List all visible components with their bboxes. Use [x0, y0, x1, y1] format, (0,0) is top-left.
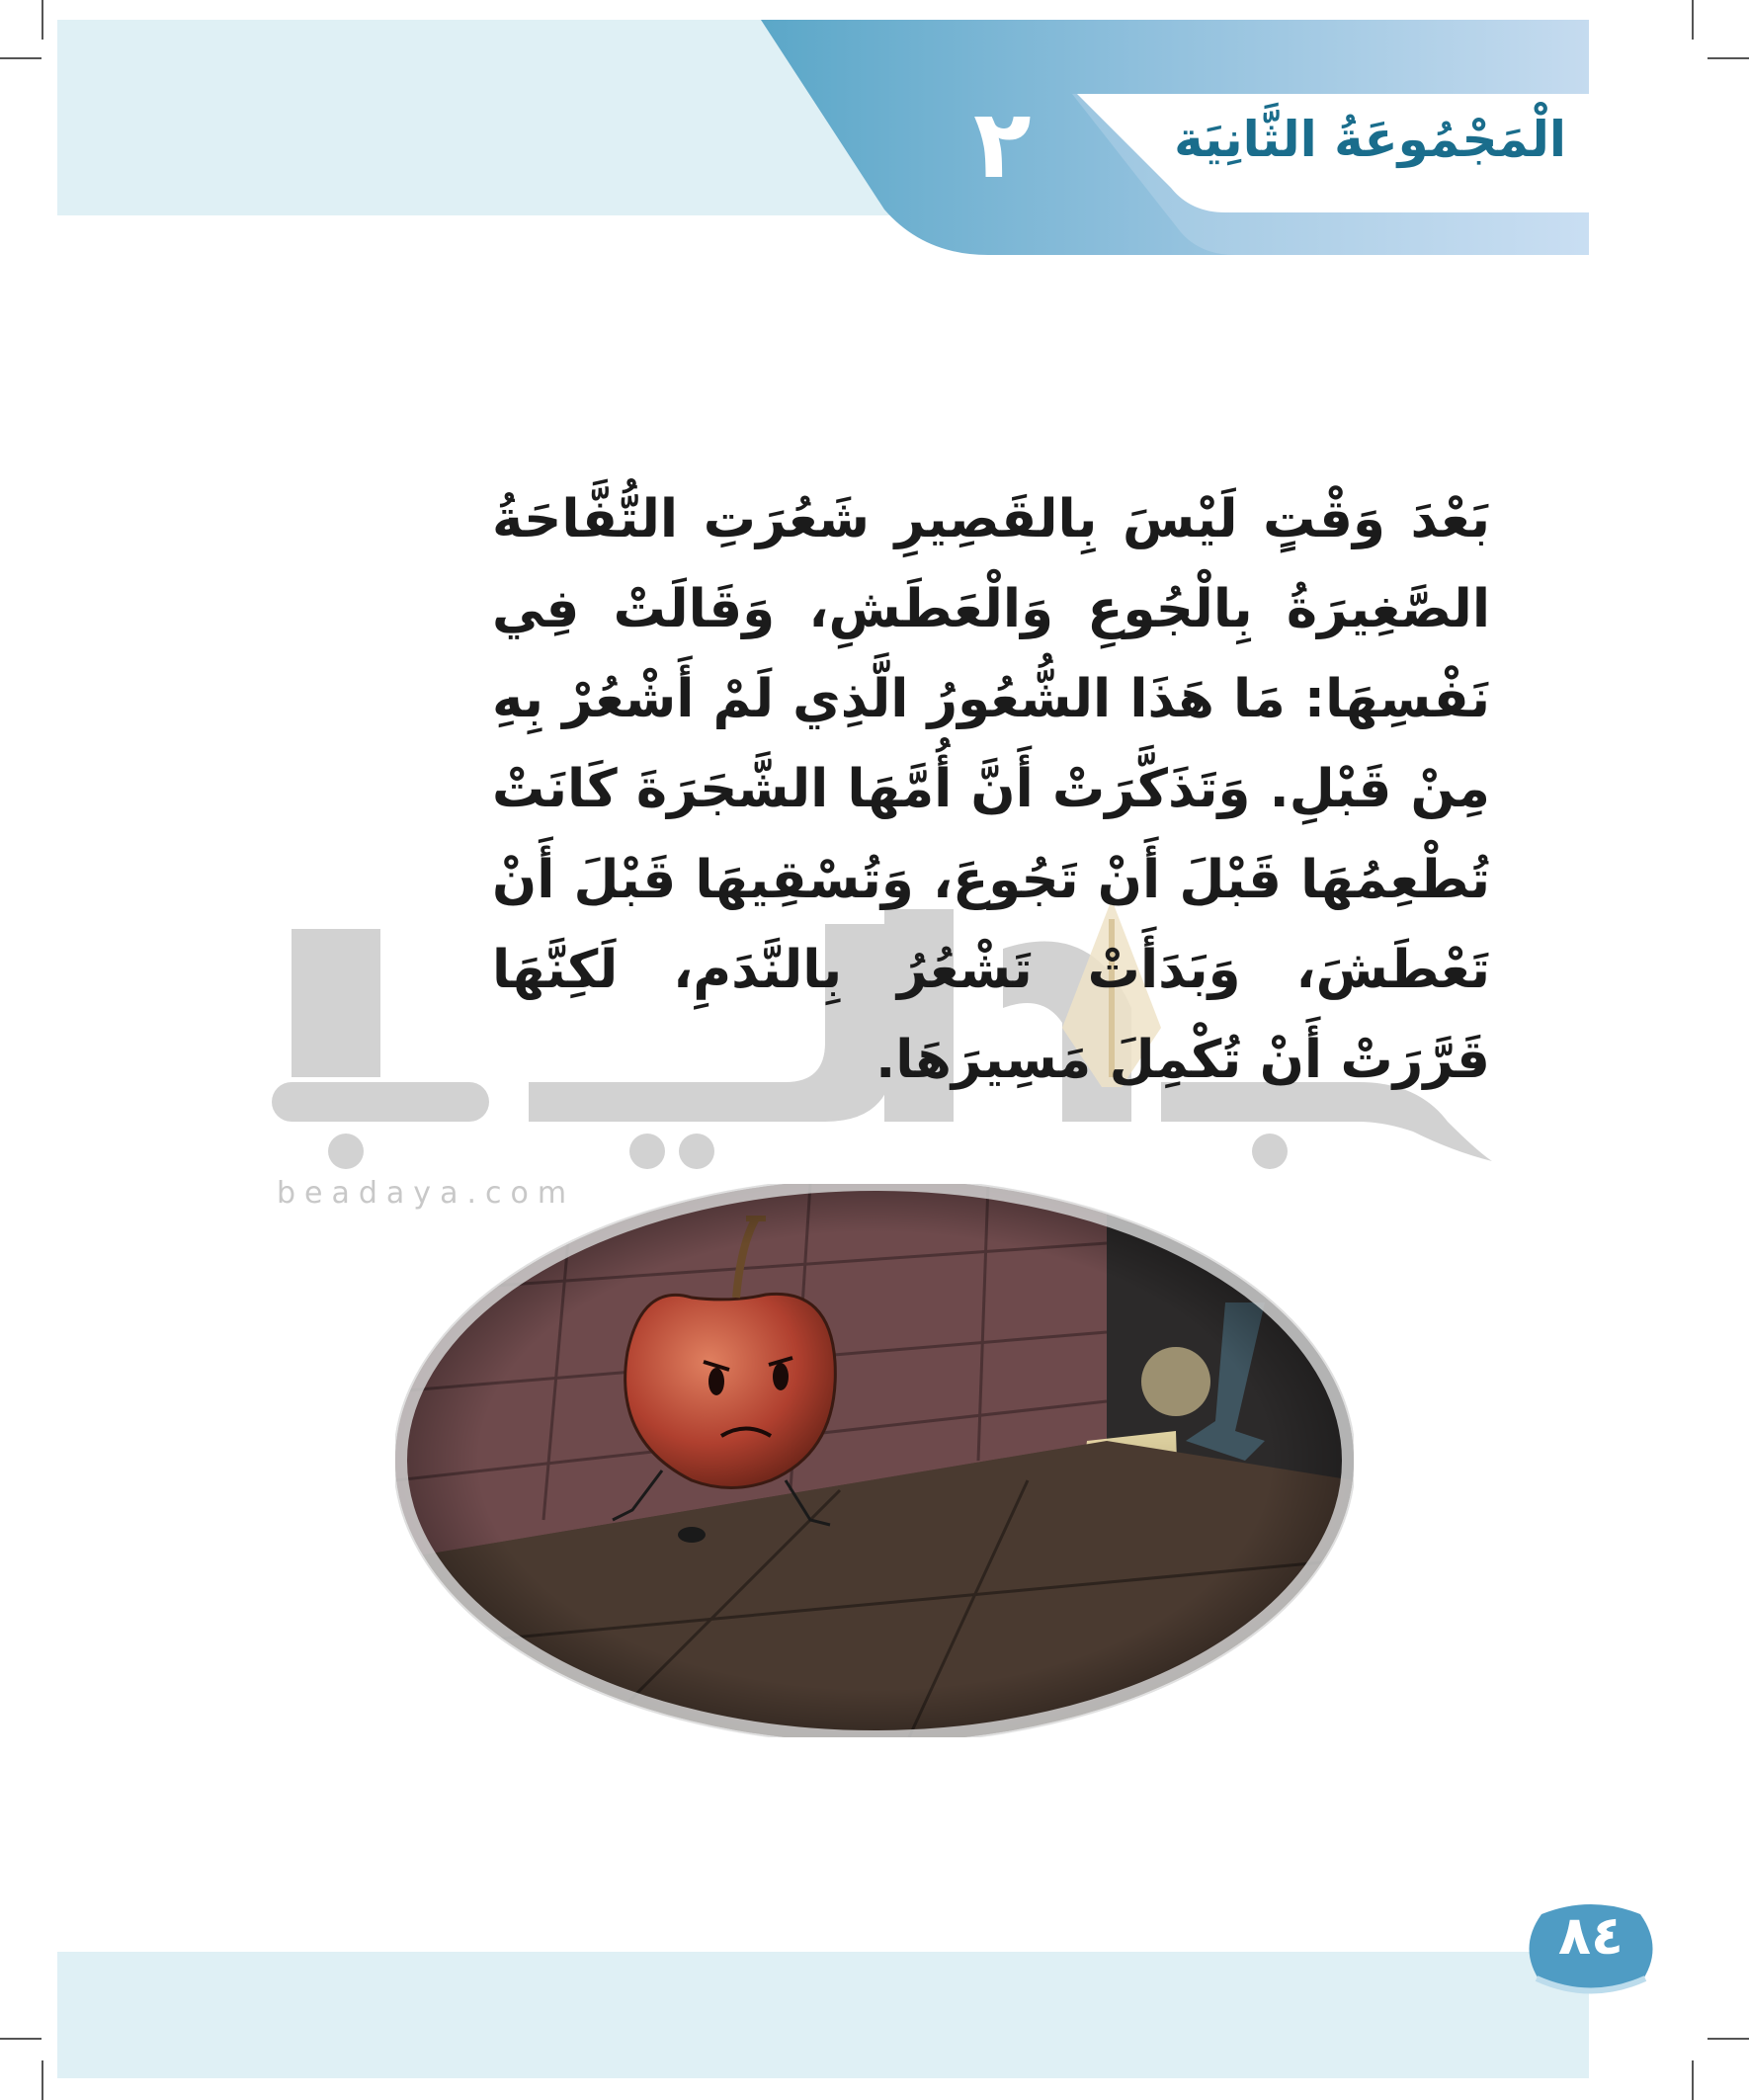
- crop-mark: [42, 0, 43, 40]
- crop-mark: [0, 57, 42, 59]
- footer-band: [57, 1952, 1589, 2078]
- crop-mark: [1692, 0, 1694, 40]
- crop-mark: [1707, 57, 1749, 59]
- group-number: ٢: [973, 89, 1032, 200]
- crop-mark: [42, 2060, 43, 2100]
- crop-mark: [1707, 2038, 1749, 2040]
- group-title: الْمَجْمُوعَةُ الثَّانِيَة: [1174, 111, 1566, 168]
- crop-mark: [0, 2038, 42, 2040]
- apple-illustration: [395, 1184, 1354, 1737]
- story-paragraph: بَعْدَ وَقْتٍ لَيْسَ بِالقَصِيرِ شَعُرَتِ التُّفَّاحَةُ الصَّغِيرَةُ بِالْجُوعِ وَالْعَطَشِ، وَقَالَتْ فِي نَفْسِهَا: مَا هَذَا الشُّعُورُ الَّذِي لَمْ أَشْعُرْ بِهِ مِنْ قَبْلِ. وَتَذَكَّرَتْ أَنَّ أُمَّهَا الشَّجَرَةَ كَانَتْ تُطْعِمُهَا قَبْلَ أَنْ تَجُوعَ، وَتُسْقِيهَا قَبْلَ أَنْ تَعْطَشَ، وَبَدَأَتْ تَشْعُرُ بِالنَّدَمِ، لَكِنَّهَا قَرَّرَتْ أَنْ تُكْمِلَ مَسِيرَهَا.: [492, 489, 1490, 1090]
- watermark-site-text: beadaya.com: [277, 1176, 576, 1211]
- crop-mark: [1692, 2060, 1694, 2100]
- page-number: ٨٤: [1558, 1904, 1624, 1967]
